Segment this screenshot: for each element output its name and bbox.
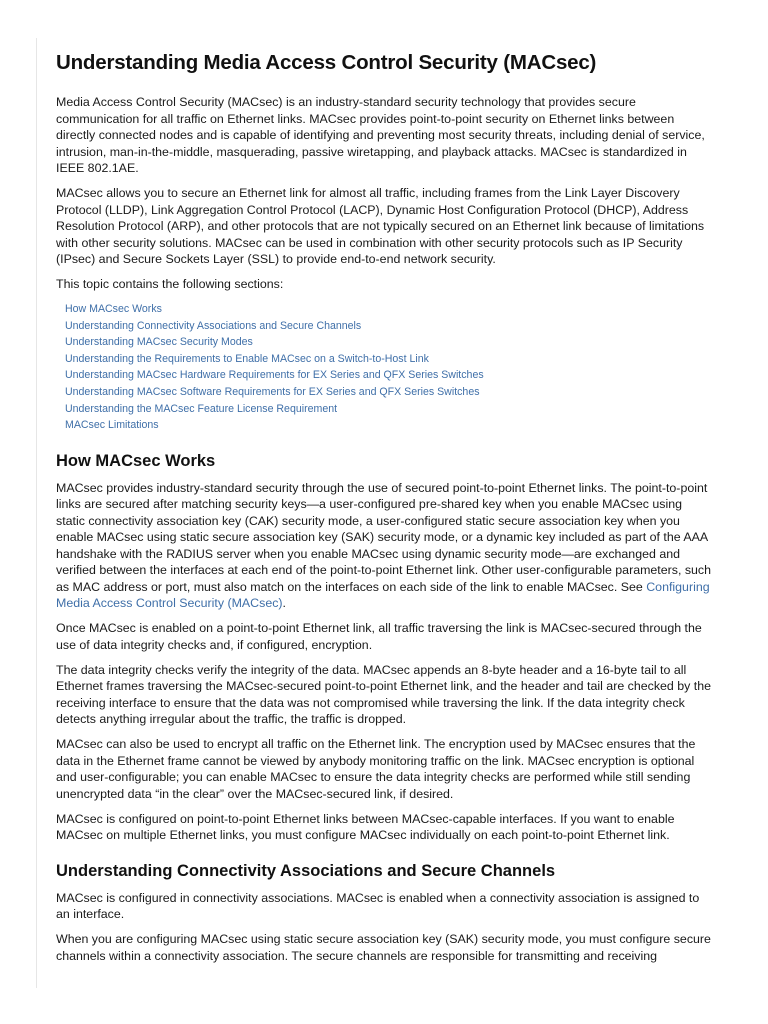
toc-link-how-macsec-works[interactable]: How MACsec Works <box>65 303 162 315</box>
toc-link-software-requirements[interactable]: Understanding MACsec Software Requirements for EX Series and QFX Series Switches <box>65 385 480 398</box>
how-paragraph-1-text: MACsec provides industry-standard security through the use of secured point-to-point Ethernet links. The point-to-point links are secured after matching security keys—a user-configured pre-shared key when you enable MACsec using static connectivity association key (CAK) security mode, a user-configured static secure association key when you enable MACsec using static secure association key (SAK) security mode, or a dynamic key included as part of the AAA handshake with the RADIUS server when you enable MACsec using dynamic security mode—are exchanged and verified between the interfaces at each end of the point-to-point Ethernet link. Other user-configurable parameters, such as MAC address or port, must also match on the interfaces on each side of the link to enable MACsec. See <box>56 480 712 594</box>
intro-paragraph-2: MACsec allows you to secure an Ethernet link for almost all traffic, including frames from the Link Layer Discovery Protocol (LLDP), Link Aggregation Control Protocol (LACP), Dynamic Host Configuration Protocol (DHCP), Address Resolution Protocol (ARP), and other protocols that are not typically secured on an Ethernet link because of limitations with other security solutions. MACsec can be used in combination with other security protocols such as IP Security (IPsec) and Secure Sockets Layer (SSL) to provide end-to-end network security. <box>56 186 705 266</box>
how-paragraph-2: Once MACsec is enabled on a point-to-point Ethernet link, all traffic traversing the link is MACsec-secured through the use of data integrity checks and, if configured, encryption. <box>56 621 702 652</box>
how-paragraph-4: MACsec can also be used to encrypt all traffic on the Ethernet link. The encryption used by MACsec ensures that the data in the Ethernet frame cannot be viewed by anybody monitoring traffic on the link. MACsec encryption is optional and user-configurable; you can enable MACsec to ensure the data integrity checks are performed while still sending unencrypted data “in the clear” over the MACsec-secured link, if desired. <box>56 737 696 801</box>
left-divider <box>36 38 37 988</box>
how-paragraph-1-end: . <box>282 596 286 611</box>
section-heading-connectivity-associations: Understanding Connectivity Associations and Secure Channels <box>56 861 556 880</box>
how-paragraph-1 <box>56 480 712 612</box>
toc-link-security-modes[interactable]: Understanding MACsec Security Modes <box>65 336 253 349</box>
intro-paragraph-1: Media Access Control Security (MACsec) is an industry-standard security technology that provides secure communication for all traffic on Ethernet links. MACsec provides point-to-point security on Ethernet links between directly connected nodes and is capable of identifying and preventing most security threats, including denial of service, intrusion, man-in-the-middle, masquerading, passive wiretapping, and playback attacks. MACsec is standardized in IEEE 802.1AE. <box>56 95 705 175</box>
how-paragraph-3: The data integrity checks verify the integrity of the data. MACsec appends an 8-byte header and a 16-byte tail to all Ethernet frames traversing the MACsec-secured point-to-point Ethernet link, and the header and tail are checked by the receiving interface to ensure that the data was not compromised while traversing the link. If the data integrity check detects anything irregular about the traffic, the traffic is dropped. <box>56 662 711 727</box>
article <box>56 50 712 973</box>
section-toc <box>65 301 712 434</box>
intro-paragraph-3: This topic contains the following sections: <box>56 277 284 291</box>
ca-paragraph-2: When you are configuring MACsec using static secure association key (SAK) security mode, you must configure secure channels within a connectivity association. The secure channels are responsible for transmitting and receiving <box>56 932 711 963</box>
ca-paragraph-1: MACsec is configured in connectivity associations. MACsec is enabled when a connectivity association is assigned to an interface. <box>56 890 700 922</box>
toc-link-connectivity-associations[interactable]: Understanding Connectivity Associations and Secure Channels <box>65 319 362 332</box>
page-title: Understanding Media Access Control Security (MACsec) <box>56 51 597 74</box>
toc-link-hardware-requirements[interactable]: Understanding MACsec Hardware Requirements for EX Series and QFX Series Switches <box>65 369 484 382</box>
how-paragraph-5: MACsec is configured on point-to-point Ethernet links between MACsec-capable interfaces. If you want to enable MACsec on multiple Ethernet links, you must configure MACsec individually on each point-to-point Ethernet link. <box>56 811 675 843</box>
configuring-macsec-link[interactable]: Configuring Media Access Control Security (MACsec) <box>56 579 710 611</box>
toc-link-license-requirement[interactable]: Understanding the MACsec Feature License Requirement <box>65 402 338 415</box>
section-heading-how-macsec-works: How MACsec Works <box>56 451 216 470</box>
toc-link-switch-to-host[interactable]: Understanding the Requirements to Enable MACsec on a Switch-to-Host Link <box>65 352 429 365</box>
toc-link-limitations[interactable]: MACsec Limitations <box>65 419 159 432</box>
